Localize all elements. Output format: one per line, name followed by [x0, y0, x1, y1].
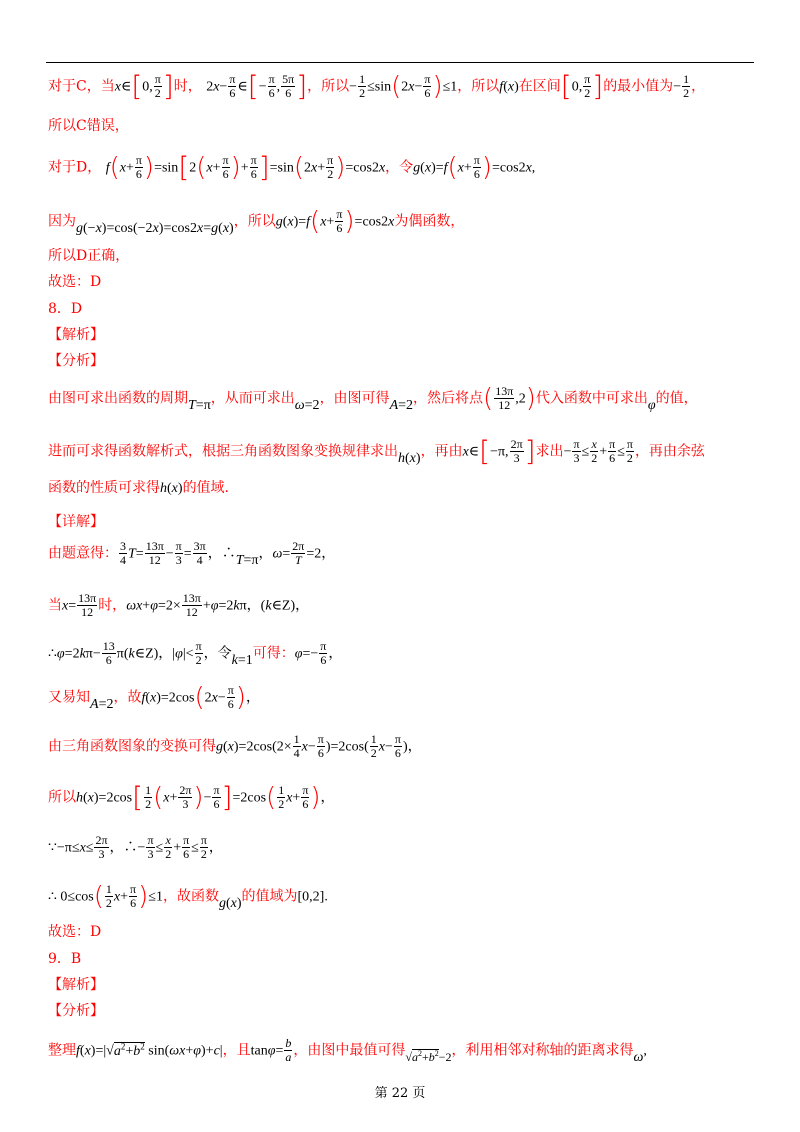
- option-d-conclusion: 所以D正确，: [48, 248, 130, 264]
- text: 为偶函数，: [394, 213, 465, 230]
- text: ，从而可求出: [210, 390, 295, 407]
- q9-number: 9．B: [48, 951, 82, 967]
- text: ，且: [222, 1042, 251, 1059]
- q8-jiexi: 【解析】: [48, 327, 104, 343]
- text: ，再由: [420, 443, 463, 460]
- text: ，然后将点: [413, 390, 484, 407]
- q8-number: 8．D: [48, 301, 83, 317]
- text: 代入函数中可求出: [535, 390, 648, 407]
- text: 函数的性质可求得: [48, 480, 160, 496]
- text: ，利用相邻对称轴的距离求得: [451, 1042, 634, 1059]
- q9-jiexi: 【解析】: [48, 977, 104, 993]
- text: ，由图可得: [319, 390, 390, 407]
- q8-detail-line6: 所以h(x)=2cos[ $\frac{1}{2}$ (x+ $\frac{2\pi}{3}$ )− $\frac{\pi}{6}$ ]=2cos( $\frac{1}{2}$ x+ $\frac{\pi}{6}$ )，: [48, 780, 335, 814]
- text: 进而可求得函数解析式，根据三角函数图象变换规律求出: [48, 443, 398, 460]
- text: 求出: [535, 443, 564, 460]
- option-d-line: 对于D， f(x+ $\frac{\pi}{6}$ )=sin[2(x+ $\frac{\pi}{6}$ )+ $\frac{\pi}{6}$ ]=sin(2x+ $\frac{\pi}{2}$ )=cos2x，令g(x)=f(x+ $\frac{\pi}{6}$ )=cos2x,: [48, 150, 536, 184]
- text: 由题意得：: [48, 545, 118, 562]
- text: ，所以: [457, 78, 500, 95]
- text: 时，: [98, 597, 127, 614]
- text: ，所以: [307, 78, 350, 95]
- text: 又易知: [48, 689, 90, 706]
- q8-detail-line2: 当x= $\frac{13\pi}{12}$ 时，ωx+φ=2× $\frac{13\pi}{12}$ +φ=2kπ，(k∈Z)，: [48, 591, 310, 619]
- text: ，令: [385, 159, 414, 176]
- option-c-line: 对于C，当x∈[0, $\frac{\pi}{2}$ ]时， 2x− $\frac{\pi}{6}$ ∈[− $\frac{\pi}{6}$ , $\frac{5\pi}{6}$ ]，所以− $\frac{1}{2}$ ≤sin(2x− $\frac{\pi}{6}$ )≤1，所以f(x)在区间[0, $\frac{\pi}{2}$ ]的最小值为− $\frac{1}{2}$ ，: [48, 69, 706, 103]
- q9-fenxi: 【分析】: [48, 1003, 104, 1019]
- q8-analysis-line1: 由图可求出函数的周期T=π，从而可求出ω=2，由图可得A=2，然后将点( $\frac{13\pi}{12}$ ,2)代入函数中可求出φ的值，: [48, 383, 698, 414]
- text: 因为: [48, 213, 76, 230]
- text: ，故函数: [162, 888, 219, 905]
- text: 所以: [48, 789, 76, 806]
- text: 的最小值为: [603, 78, 674, 95]
- text: 的值，: [655, 390, 698, 407]
- header-rule: [46, 62, 754, 63]
- q8-xiangjie: 【详解】: [48, 514, 104, 530]
- q8-detail-line8: ∴ 0≤cos( $\frac{1}{2}$ x+ $\frac{\pi}{6}$ )≤1，故函数g(x)的值域为[0,2].: [48, 881, 328, 912]
- text: 由图可求出函数的周期: [48, 390, 188, 407]
- q8-detail-line4: 又易知A=2，故f(x)=2cos(2x− $\frac{\pi}{6}$ )，: [48, 682, 260, 713]
- text: ，故: [113, 689, 142, 706]
- page-footer: 第 22 页: [374, 1086, 426, 1101]
- q8-detail-line3: ∴φ=2kπ− $\frac{13}{6}$ π(k∈Z)，|φ|< $\frac{\pi}{2}$ ，令k=1可得：φ=− $\frac{\pi}{6}$ ，: [48, 639, 343, 668]
- text: 时，: [173, 78, 202, 95]
- text: ，: [691, 78, 706, 95]
- text: ，再由余弦: [634, 443, 705, 460]
- q8-analysis-line2: 进而可求得函数解析式，根据三角函数图象变换规律求出h(x)，再由x∈[−π, $\frac{2\pi}{3}$ ]求出− $\frac{\pi}{3}$ ≤ $\frac{x}{2}$ + $\frac{\pi}{6}$ ≤ $\frac{\pi}{2}$ ，再由余弦: [48, 434, 705, 468]
- q8-fenxi: 【分析】: [48, 353, 104, 369]
- text: ，由图中最值可得: [293, 1042, 406, 1059]
- q8-detail-line1: 由题意得： $\frac{3}{4}$ T= $\frac{13\pi}{12}$ − $\frac{\pi}{3}$ = $\frac{3\pi}{4}$ ，∴T=π，ω= $\frac{2\pi}{T}$ =2，: [48, 539, 336, 568]
- option-d-even-line: 因为g(−x)=cos(−2x)=cos2x=g(x)，所以g(x)=f(x+ $\frac{\pi}{6}$ )=cos2x为偶函数，: [48, 206, 465, 237]
- q8-detail-line7: ∵−π≤x≤ $\frac{2\pi}{3}$ ，∴− $\frac{\pi}{3}$ ≤ $\frac{x}{2}$ + $\frac{\pi}{6}$ ≤ $\frac{\pi}{2}$ ，: [48, 833, 223, 861]
- text: ，所以: [233, 213, 276, 230]
- q9-analysis-line1: 整理$f(x)=|√a^2+b^2$ sin(ωx+φ)+c|，且tanφ= $\frac{b}{a}$ ，由图中最值可得$√a^2+b^2-2$，利用相邻对称轴的距离求得ω,: [48, 1036, 647, 1065]
- text: 可得：: [252, 645, 295, 662]
- q8-analysis-line3: 函数的性质可求得h(x)的值域.: [48, 480, 230, 496]
- answer-7: 故选：D: [48, 274, 102, 290]
- text: 对于C，当: [48, 78, 115, 95]
- text: 对于D，: [48, 159, 102, 176]
- option-c-conclusion: 所以C错误，: [48, 118, 129, 134]
- text: 在区间: [518, 78, 561, 95]
- text: 由三角函数图象的变换可得: [48, 738, 216, 755]
- text: 整理: [48, 1042, 76, 1059]
- text: 的值域为: [241, 888, 298, 905]
- answer-8: 故选：D: [48, 924, 102, 940]
- q8-detail-line5: 由三角函数图象的变换可得g(x)=2cos(2× $\frac{1}{4}$ x− $\frac{\pi}{6}$ )=2cos( $\frac{1}{2}$ x− $\frac{\pi}{6}$ )，: [48, 732, 422, 760]
- text: 当: [48, 597, 62, 614]
- text: 的值域.: [182, 480, 230, 496]
